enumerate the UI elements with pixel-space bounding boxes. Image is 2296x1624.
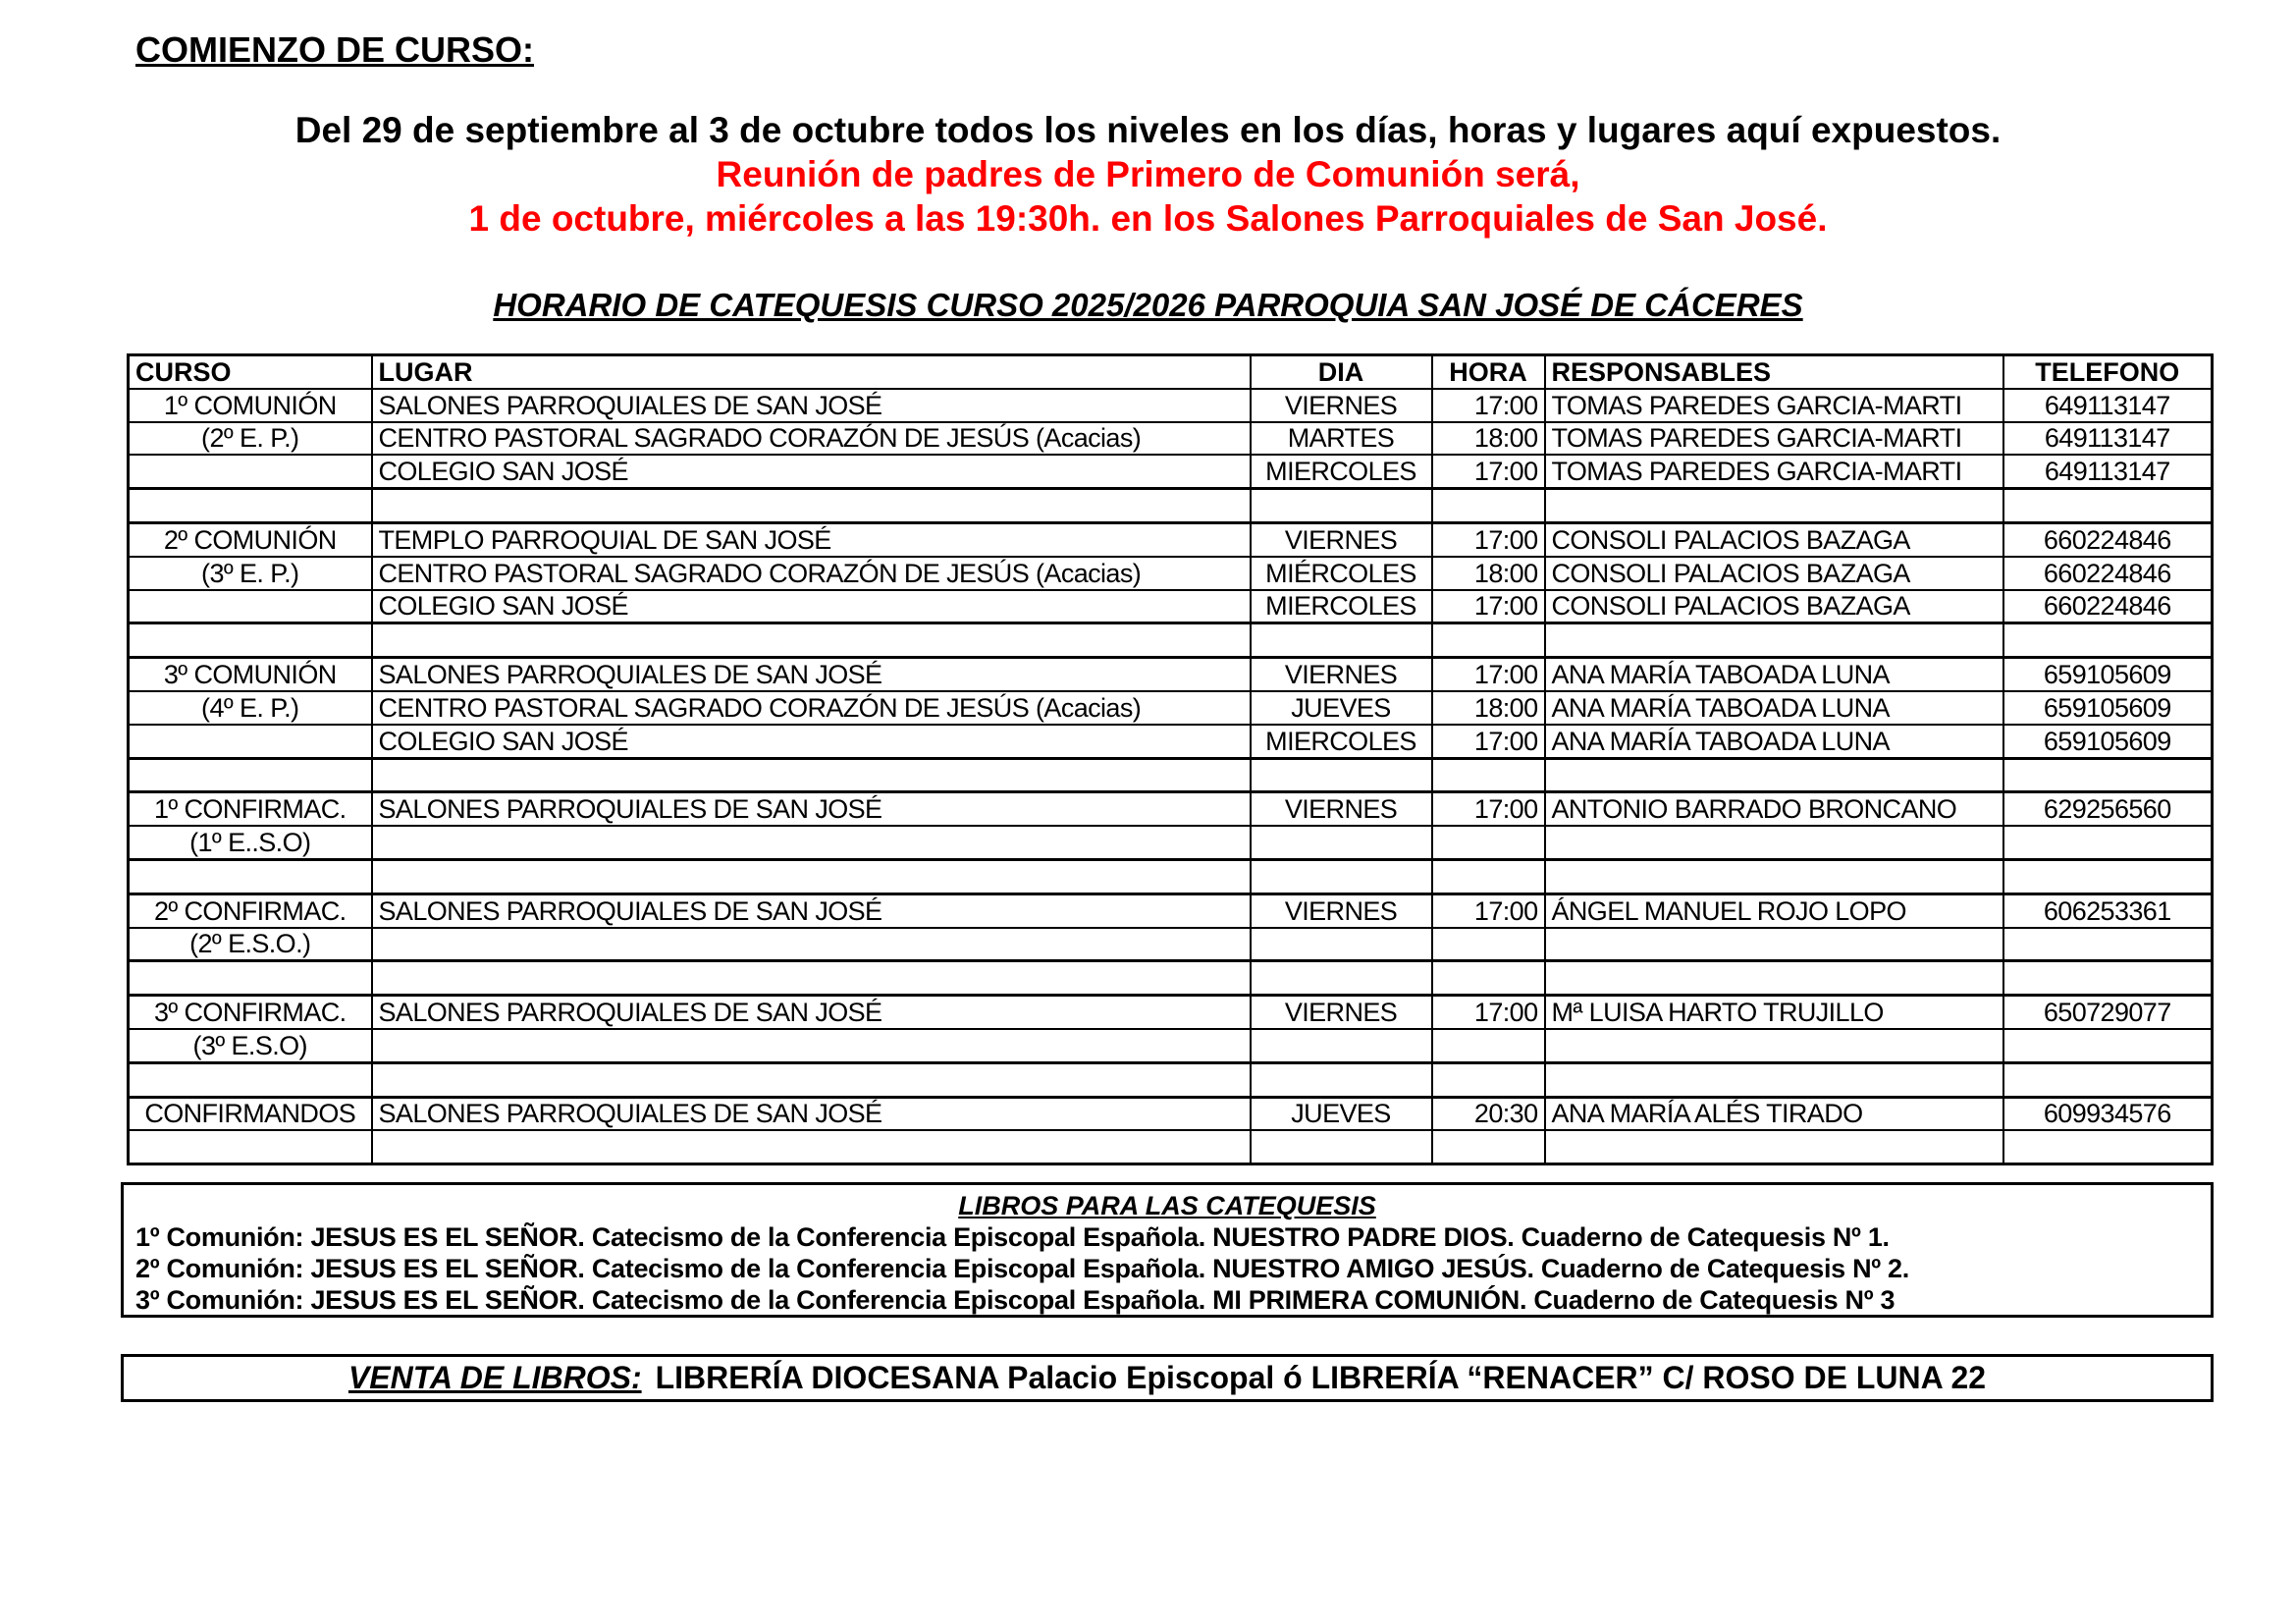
cell-responsables: TOMAS PAREDES GARCIA-MARTI [1545, 455, 2003, 488]
cell-curso [129, 758, 372, 792]
col-dia: DIA [1251, 355, 1432, 389]
table-row [129, 859, 2213, 893]
cell-hora [1432, 489, 1545, 523]
table-row [129, 1130, 2213, 1164]
table-row [129, 961, 2213, 996]
cell-hora: 17:00 [1432, 996, 1545, 1029]
cell-lugar [372, 859, 1251, 893]
cell-dia [1251, 859, 1432, 893]
cell-lugar [372, 489, 1251, 523]
table-row [129, 1029, 2213, 1062]
cell-telefono [2003, 1062, 2213, 1097]
cell-hora: 17:00 [1432, 658, 1545, 691]
cell-lugar: CENTRO PASTORAL SAGRADO CORAZÓN DE JESÚS (Acacias) [372, 691, 1251, 725]
col-curso: CURSO [129, 355, 372, 389]
cell-curso [129, 623, 372, 658]
cell-lugar: COLEGIO SAN JOSÉ [372, 725, 1251, 758]
cell-telefono [2003, 961, 2213, 996]
cell-hora: 17:00 [1432, 389, 1545, 422]
cell-lugar: COLEGIO SAN JOSÉ [372, 455, 1251, 488]
col-responsables: RESPONSABLES [1545, 355, 2003, 389]
cell-curso: 1º CONFIRMAC. [129, 792, 372, 826]
cell-curso: (3º E. P.) [129, 557, 372, 590]
cell-curso: (2º E. P.) [129, 422, 372, 456]
cell-dia [1251, 1130, 1432, 1164]
cell-hora [1432, 859, 1545, 893]
cell-dia [1251, 489, 1432, 523]
cell-dia: VIERNES [1251, 996, 1432, 1029]
cell-responsables: CONSOLI PALACIOS BAZAGA [1545, 557, 2003, 590]
cell-curso: 2º COMUNIÓN [129, 522, 372, 556]
cell-responsables [1545, 928, 2003, 961]
cell-dia [1251, 961, 1432, 996]
cell-telefono: 649113147 [2003, 422, 2213, 456]
cell-responsables [1545, 623, 2003, 658]
cell-telefono [2003, 1130, 2213, 1164]
table-row [129, 725, 2213, 758]
table-row [129, 893, 2213, 927]
cell-telefono [2003, 928, 2213, 961]
table-row [129, 455, 2213, 488]
cell-lugar [372, 826, 1251, 859]
cell-lugar: CENTRO PASTORAL SAGRADO CORAZÓN DE JESÚS (Acacias) [372, 557, 1251, 590]
table-row [129, 996, 2213, 1029]
cell-curso [129, 859, 372, 893]
cell-curso: (1º E..S.O) [129, 826, 372, 859]
cell-hora [1432, 1029, 1545, 1062]
cell-responsables: ANA MARÍA ALÉS TIRADO [1545, 1097, 2003, 1130]
parents-meeting-date: 1 de octubre, miércoles a las 19:30h. en los Salones Parroquiales de San José. [468, 198, 1828, 239]
cell-lugar: SALONES PARROQUIALES DE SAN JOSÉ [372, 792, 1251, 826]
cell-curso: (2º E.S.O.) [129, 928, 372, 961]
cell-curso: (4º E. P.) [129, 691, 372, 725]
cell-responsables [1545, 1130, 2003, 1164]
cell-responsables: ANA MARÍA TABOADA LUNA [1545, 691, 2003, 725]
table-row [129, 691, 2213, 725]
books-title: LIBROS PARA LAS CATEQUESIS [958, 1191, 1376, 1220]
cell-curso [129, 455, 372, 488]
book-line [124, 1284, 2211, 1316]
cell-responsables: CONSOLI PALACIOS BAZAGA [1545, 590, 2003, 623]
cell-dia: JUEVES [1251, 691, 1432, 725]
col-hora: HORA [1432, 355, 1545, 389]
cell-dia: MIERCOLES [1251, 725, 1432, 758]
cell-curso [129, 725, 372, 758]
table-row [129, 489, 2213, 523]
cell-responsables: CONSOLI PALACIOS BAZAGA [1545, 522, 2003, 556]
cell-hora: 17:00 [1432, 590, 1545, 623]
cell-curso [129, 489, 372, 523]
cell-responsables [1545, 1029, 2003, 1062]
cell-dia: VIERNES [1251, 522, 1432, 556]
cell-dia: MIERCOLES [1251, 590, 1432, 623]
cell-dia: VIERNES [1251, 658, 1432, 691]
bookstore-box [121, 1354, 2214, 1402]
cell-dia: MIERCOLES [1251, 455, 1432, 488]
cell-hora [1432, 1062, 1545, 1097]
cell-hora: 18:00 [1432, 557, 1545, 590]
cell-lugar: COLEGIO SAN JOSÉ [372, 590, 1251, 623]
cell-telefono [2003, 758, 2213, 792]
cell-telefono [2003, 1029, 2213, 1062]
table-row [129, 623, 2213, 658]
cell-hora: 17:00 [1432, 792, 1545, 826]
cell-dia: MIÉRCOLES [1251, 557, 1432, 590]
books-box [121, 1182, 2214, 1318]
cell-curso: CONFIRMANDOS [129, 1097, 372, 1130]
bookstore-text: LIBRERÍA DIOCESANA Palacio Episcopal ó LIBRERÍA “RENACER” C/ ROSO DE LUNA 22 [655, 1360, 1987, 1395]
book-line [124, 1253, 2211, 1284]
cell-lugar: SALONES PARROQUIALES DE SAN JOSÉ [372, 1097, 1251, 1130]
cell-lugar [372, 1130, 1251, 1164]
cell-responsables: ANA MARÍA TABOADA LUNA [1545, 725, 2003, 758]
cell-dia [1251, 1029, 1432, 1062]
cell-telefono [2003, 623, 2213, 658]
cell-telefono: 659105609 [2003, 691, 2213, 725]
cell-hora [1432, 928, 1545, 961]
table-row [129, 826, 2213, 859]
cell-responsables [1545, 489, 2003, 523]
cell-curso: (3º E.S.O) [129, 1029, 372, 1062]
cell-telefono: 650729077 [2003, 996, 2213, 1029]
cell-telefono: 659105609 [2003, 658, 2213, 691]
cell-lugar: SALONES PARROQUIALES DE SAN JOSÉ [372, 389, 1251, 422]
table-row [129, 557, 2213, 590]
cell-curso [129, 590, 372, 623]
cell-lugar: SALONES PARROQUIALES DE SAN JOSÉ [372, 996, 1251, 1029]
table-header-row [129, 355, 2213, 389]
cell-dia [1251, 1062, 1432, 1097]
table-row [129, 590, 2213, 623]
cell-lugar [372, 758, 1251, 792]
cell-hora: 18:00 [1432, 422, 1545, 456]
cell-dia: MARTES [1251, 422, 1432, 456]
cell-lugar [372, 1062, 1251, 1097]
cell-hora: 17:00 [1432, 893, 1545, 927]
cell-telefono: 609934576 [2003, 1097, 2213, 1130]
book-course: 2º Comunión: JESUS ES EL SEÑOR. [135, 1254, 585, 1283]
table-row [129, 389, 2213, 422]
cell-telefono: 660224846 [2003, 557, 2213, 590]
table-row [129, 1062, 2213, 1097]
table-row [129, 522, 2213, 556]
cell-dia [1251, 623, 1432, 658]
cell-dia [1251, 826, 1432, 859]
cell-dia: VIERNES [1251, 792, 1432, 826]
cell-dia [1251, 928, 1432, 961]
table-row [129, 1097, 2213, 1130]
cell-responsables: ÁNGEL MANUEL ROJO LOPO [1545, 893, 2003, 927]
cell-telefono [2003, 489, 2213, 523]
cell-telefono: 659105609 [2003, 725, 2213, 758]
cell-dia: JUEVES [1251, 1097, 1432, 1130]
cell-telefono: 649113147 [2003, 389, 2213, 422]
book-course: 3º Comunión: JESUS ES EL SEÑOR. [135, 1285, 585, 1315]
table-row [129, 422, 2213, 456]
cell-responsables: TOMAS PAREDES GARCIA-MARTI [1545, 422, 2003, 456]
book-detail: Catecismo de la Conferencia Episcopal Española. NUESTRO PADRE DIOS. Cuaderno de Catequesis Nº 1. [584, 1222, 1890, 1252]
cell-curso [129, 961, 372, 996]
cell-telefono: 629256560 [2003, 792, 2213, 826]
cell-lugar: TEMPLO PARROQUIAL DE SAN JOSÉ [372, 522, 1251, 556]
cell-lugar [372, 928, 1251, 961]
cell-responsables [1545, 859, 2003, 893]
cell-lugar: CENTRO PASTORAL SAGRADO CORAZÓN DE JESÚS (Acacias) [372, 422, 1251, 456]
cell-curso [129, 1130, 372, 1164]
cell-telefono: 660224846 [2003, 590, 2213, 623]
cell-hora: 17:00 [1432, 455, 1545, 488]
cell-responsables: ANTONIO BARRADO BRONCANO [1545, 792, 2003, 826]
schedule-title: HORARIO DE CATEQUESIS CURSO 2025/2026 PARROQUIA SAN JOSÉ DE CÁCERES [493, 287, 1803, 323]
col-telefono: TELEFONO [2003, 355, 2213, 389]
cell-responsables: Mª LUISA HARTO TRUJILLO [1545, 996, 2003, 1029]
cell-telefono [2003, 859, 2213, 893]
table-row [129, 758, 2213, 792]
cell-lugar [372, 961, 1251, 996]
cell-dia: VIERNES [1251, 893, 1432, 927]
cell-telefono: 606253361 [2003, 893, 2213, 927]
cell-hora [1432, 1130, 1545, 1164]
col-lugar: LUGAR [372, 355, 1251, 389]
cell-hora: 20:30 [1432, 1097, 1545, 1130]
cell-curso: 2º CONFIRMAC. [129, 893, 372, 927]
cell-curso: 3º CONFIRMAC. [129, 996, 372, 1029]
cell-lugar [372, 1029, 1251, 1062]
cell-hora: 18:00 [1432, 691, 1545, 725]
cell-hora [1432, 961, 1545, 996]
cell-responsables: TOMAS PAREDES GARCIA-MARTI [1545, 389, 2003, 422]
bookstore-label: VENTA DE LIBROS: [347, 1360, 642, 1395]
cell-telefono: 660224846 [2003, 522, 2213, 556]
cell-lugar [372, 623, 1251, 658]
table-row [129, 928, 2213, 961]
cell-lugar: SALONES PARROQUIALES DE SAN JOSÉ [372, 893, 1251, 927]
book-detail: Catecismo de la Conferencia Episcopal Española. NUESTRO AMIGO JESÚS. Cuaderno de Catequesis Nº 2. [584, 1254, 1909, 1283]
cell-responsables [1545, 961, 2003, 996]
cell-curso: 1º COMUNIÓN [129, 389, 372, 422]
cell-responsables: ANA MARÍA TABOADA LUNA [1545, 658, 2003, 691]
cell-curso [129, 1062, 372, 1097]
cell-responsables [1545, 758, 2003, 792]
cell-hora: 17:00 [1432, 522, 1545, 556]
section-heading: COMIENZO DE CURSO: [135, 29, 535, 70]
cell-hora [1432, 623, 1545, 658]
book-line [124, 1221, 2211, 1253]
cell-curso: 3º COMUNIÓN [129, 658, 372, 691]
cell-responsables [1545, 826, 2003, 859]
cell-telefono [2003, 826, 2213, 859]
cell-telefono: 649113147 [2003, 455, 2213, 488]
parents-meeting-notice: Reunión de padres de Primero de Comunión será, [716, 154, 1580, 194]
cell-lugar: SALONES PARROQUIALES DE SAN JOSÉ [372, 658, 1251, 691]
table-row [129, 658, 2213, 691]
cell-responsables [1545, 1062, 2003, 1097]
cell-hora: 17:00 [1432, 725, 1545, 758]
book-detail: Catecismo de la Conferencia Episcopal Española. MI PRIMERA COMUNIÓN. Cuaderno de Catequesis Nº 3 [584, 1285, 1896, 1315]
schedule-table [127, 353, 2214, 1165]
course-start-notice: Del 29 de septiembre al 3 de octubre todos los niveles en los días, horas y lugares aquí expuestos. [294, 110, 2002, 150]
table-row [129, 792, 2213, 826]
cell-hora [1432, 826, 1545, 859]
cell-dia [1251, 758, 1432, 792]
book-course: 1º Comunión: JESUS ES EL SEÑOR. [135, 1222, 585, 1252]
cell-dia: VIERNES [1251, 389, 1432, 422]
cell-hora [1432, 758, 1545, 792]
